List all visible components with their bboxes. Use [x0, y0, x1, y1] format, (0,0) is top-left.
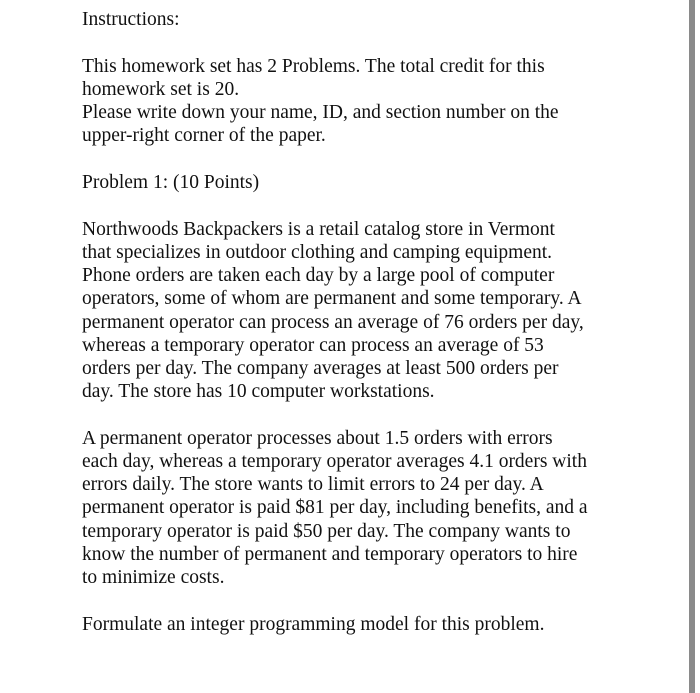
closing-text: Formulate an integer programming model for this problem. [82, 613, 545, 635]
text-line: This homework set has 2 Problems. The total credit for this [82, 55, 545, 77]
text-line: orders per day. The company averages at least 500 orders per [82, 357, 559, 379]
text-line: Phone orders are taken each day by a large pool of computer [82, 265, 555, 287]
document-page [82, 8, 682, 659]
problem-title-text: Problem 1: (10 Points) [82, 172, 260, 194]
text-line: errors daily. The store wants to limit errors to 24 per day. A [82, 474, 544, 496]
problem-paragraph-1 [82, 218, 682, 404]
text-line: know the number of permanent and temporary operators to hire [82, 543, 578, 565]
problem-paragraph-2 [82, 427, 682, 589]
text-line: upper-right corner of the paper. [82, 125, 326, 147]
intro-paragraph [82, 55, 682, 148]
text-line: A permanent operator processes about 1.5 orders with errors [82, 427, 553, 449]
text-line: permanent operator is paid $81 per day, including benefits, and a [82, 497, 588, 519]
text-line: homework set is 20. [82, 78, 240, 100]
text-line: each day, whereas a temporary operator averages 4.1 orders with [82, 451, 587, 473]
text-line: permanent operator can process an average of 76 orders per day, [82, 311, 584, 333]
text-line: operators, some of whom are permanent and some temporary. A [82, 288, 582, 310]
text-line: whereas a temporary operator can process an average of 53 [82, 334, 544, 356]
page-edge-scrollbar [689, 0, 695, 693]
text-line: Please write down your name, ID, and section number on the [82, 102, 559, 124]
text-line: to minimize costs. [82, 567, 225, 589]
closing-instruction [82, 613, 682, 636]
heading-text: Instructions: [82, 9, 180, 30]
instructions-heading [82, 8, 682, 31]
text-line: temporary operator is paid $50 per day. The company wants to [82, 520, 571, 542]
problem-title [82, 171, 682, 194]
text-line: Northwoods Backpackers is a retail catalog store in Vermont [82, 218, 555, 240]
text-line: that specializes in outdoor clothing and camping equipment. [82, 241, 553, 263]
text-line: day. The store has 10 computer workstations. [82, 381, 435, 403]
